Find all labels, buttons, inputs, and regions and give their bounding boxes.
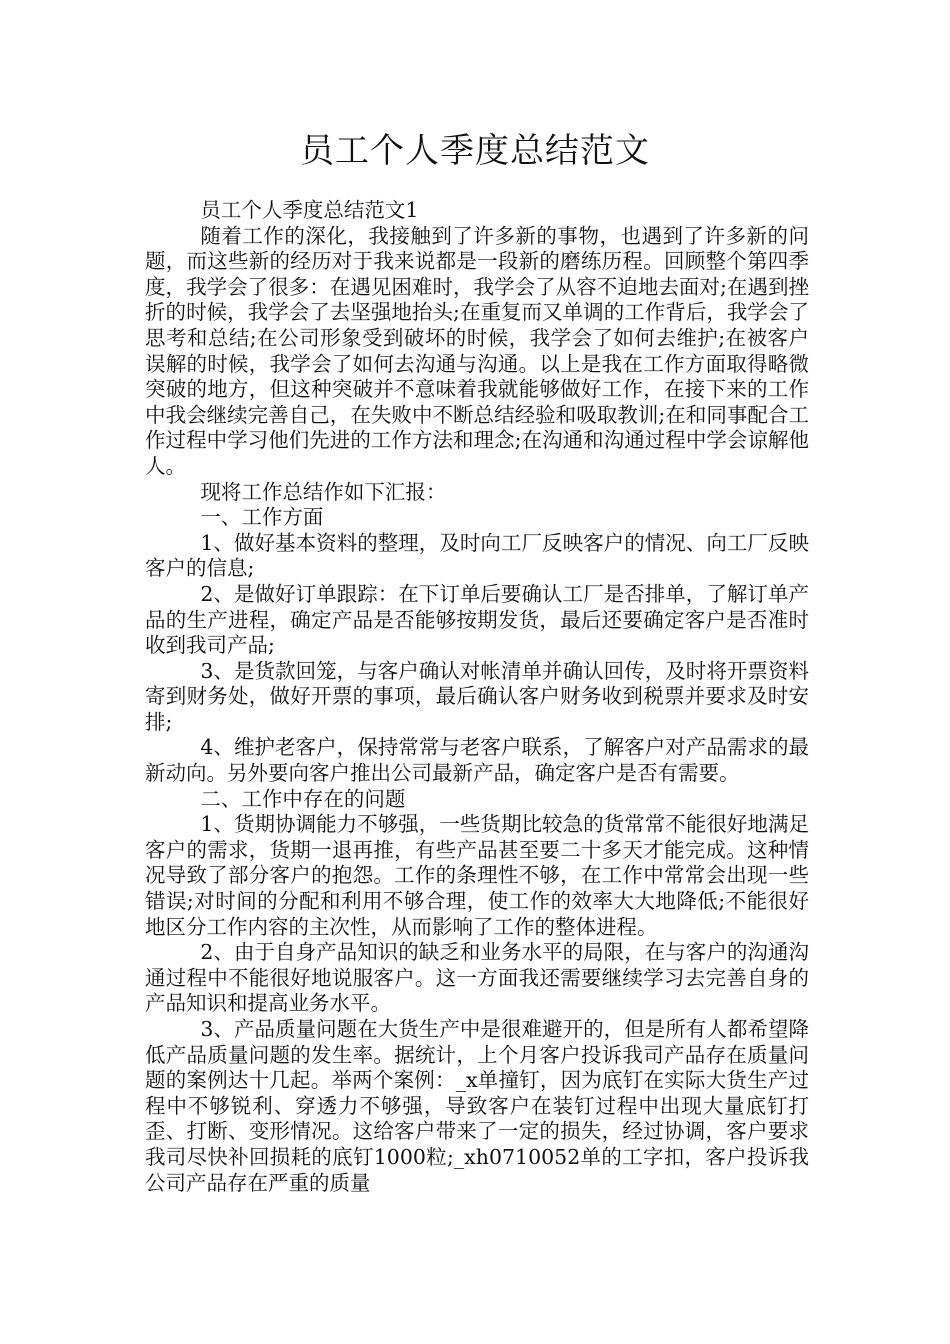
section-heading: 二、工作中存在的问题 — [200, 786, 406, 811]
list-item: 1、做好基本资料的整理，及时向工厂反映客户的情况、向工厂反映客户的信息; — [145, 530, 809, 581]
section-heading: 员工个人季度总结范文1 — [200, 198, 419, 222]
list-item: 2、是做好订单跟踪：在下订单后要确认工厂是否排单，了解订单产品的生产进程，确定产品是否能够按期发货，最后还要确定客户是否准时收到我司产品; — [145, 581, 809, 658]
paragraph: 现将工作总结作如下汇报： — [200, 479, 447, 504]
list-item: 1、货期协调能力不够强，一些货期比较急的货常常不能很好地满足客户的需求，货期一退再推，有些产品甚至要二十多天才能完成。这种情况导致了部分客户的抱怨。工作的条理性不够，在工作中常常会出现一些错误;对时间的分配和利用不够合理，使工作的效率大大地降低;不能很好地区分工作内容的主次性，从而影响了工作的整体进程。 — [145, 812, 809, 939]
list-item: 2、由于自身产品知识的缺乏和业务水平的局限，在与客户的沟通沟通过程中不能很好地说服客户。这一方面我还需要继续学习去完善自身的产品知识和提高业务水平。 — [145, 940, 809, 1016]
document-body — [145, 198, 809, 1196]
list-item: 3、产品质量问题在大货生产中是很难避开的，但是所有人都希望降低产品质量问题的发生率。据统计，上个月客户投诉我司产品存在质量问题的案例达十几起。举两个案例：_x单撞钉，因为底钉在实际大货生产过程中不够锐利、穿透力不够强，导致客户在装钉过程中出现大量底钉打歪、打断、变形情况。这给客户带来了一定的损失，经过协调，客户要求我司尽快补回损耗的底钉1000粒;_xh0710052单的工字扣，客户投诉我公司产品存在严重的质量 — [145, 1017, 809, 1195]
paragraph: 随着工作的深化，我接触到了许多新的事物，也遇到了许多新的问题，而这些新的经历对于我来说都是一段新的磨练历程。回顾整个第四季度，我学会了很多：在遇见困难时，我学会了从容不迫地去面对;在遇到挫折的时候，我学会了去坚强地抬头;在重复而又单调的工作背后，我学会了思考和总结;在公司形象受到破坏的时候，我学会了如何去维护;在被客户误解的时候，我学会了如何去沟通与沟通。以上是我在工作方面取得略微突破的地方，但这种突破并不意味着我就能够做好工作，在接下来的工作中我会继续完善自己，在失败中不断总结经验和吸取教训;在和同事配合工作过程中学习他们先进的工作方法和理念;在沟通和沟通过程中学会谅解他人。 — [145, 223, 809, 478]
list-item: 4、维护老客户，保持常常与老客户联系，了解客户对产品需求的最新动向。另外要向客户推出公司最新产品，确定客户是否有需要。 — [145, 735, 809, 786]
list-item: 3、是货款回笼，与客户确认对帐清单并确认回传，及时将开票资料寄到财务处，做好开票的事项，最后确认客户财务收到税票并要求及时安排; — [145, 658, 809, 734]
section-heading: 一、工作方面 — [200, 505, 324, 530]
document-title: 员工个人季度总结范文 — [300, 131, 650, 171]
